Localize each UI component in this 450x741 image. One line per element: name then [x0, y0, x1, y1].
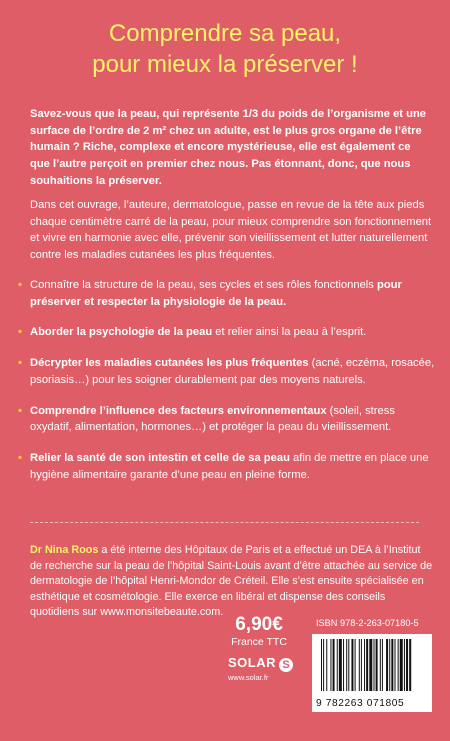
barcode-bar	[400, 639, 403, 691]
feature-bold: Relier la santé de son intestin et celle de sa peau	[30, 451, 290, 464]
isbn-label: ISBN 978-2-263-07180-5	[316, 618, 419, 628]
feature-bold: Décrypter les maladies cutanées les plus fréquentes	[30, 357, 309, 370]
barcode-bar	[326, 639, 327, 691]
barcode-bar	[406, 639, 408, 691]
headline-line-2: pour mieux la préserver !	[92, 51, 358, 78]
feature-text: afin de mettre en place une hygiène alimentaire garante d’une peau en pleine forme.	[30, 451, 429, 481]
barcode-bar	[361, 639, 362, 691]
barcode-bar	[398, 639, 399, 691]
barcode-bar	[359, 639, 360, 691]
price-block	[228, 614, 290, 648]
headline-line-1: Comprendre sa peau,	[108, 20, 342, 47]
author-name: Dr Nina Roos	[30, 544, 99, 556]
feature-item	[18, 403, 436, 436]
barcode-bars	[321, 639, 423, 691]
barcode-bar	[323, 639, 324, 691]
author-bio-text: a été interne des Hôpitaux de Paris et a effectué un DEA à l’Institut de recherche sur la peau de l’hôpital Saint-Louis avant d’être attachée au service de dermatologie de l’hôpital Henri-Mondor de Créteil. Elle s’est ensuite spécialisée en esthétique et cosmétologie. Elle exerce en libéral et dispense des conseils quotidiens sur www.monsitebeaute.com.	[30, 544, 433, 618]
barcode-bar	[395, 639, 396, 691]
bullet-icon: •	[18, 404, 22, 417]
barcode-bar	[369, 639, 372, 691]
feature-item	[18, 277, 436, 310]
barcode-bar	[333, 639, 335, 691]
publisher-name: SOLAR	[228, 655, 276, 670]
barcode-bar	[380, 639, 381, 691]
publisher-logo	[228, 654, 308, 682]
barcode-number: 9 782263 071805	[316, 698, 405, 709]
barcode-bar	[366, 639, 368, 691]
headline	[0, 18, 450, 80]
feature-text: et relier ainsi la peau à l’esprit.	[212, 326, 367, 339]
feature-item	[18, 450, 436, 483]
feature-bold: Comprendre l’influence des facteurs environnementaux	[30, 404, 327, 417]
barcode-bar	[337, 639, 338, 691]
barcode-bar	[339, 639, 342, 691]
barcode-bar	[404, 639, 405, 691]
barcode-bar	[330, 639, 331, 691]
barcode-bar	[374, 639, 375, 691]
barcode-bar	[364, 639, 365, 691]
barcode-bar	[389, 639, 390, 691]
feature-text: (soleil, stress oxydatif, alimentation, hormones…) et protéger la peau du vieillissement.	[30, 404, 395, 434]
barcode-bar	[343, 639, 344, 691]
bullet-icon: •	[18, 279, 22, 291]
intro-paragraph: Savez-vous que la peau, qui représente 1/3 du poids de l’organisme et une surface de l’ordre de 2 m² chez un adulte, est le plus gros organe de l’être humain ? Riche, complexe et encore mystérieuse, elle est également ce que l’autre perçoit en premier chez nous. Pas étonnant, donc, que nous souhaitions la préserver.	[30, 108, 427, 187]
barcode	[312, 634, 432, 712]
barcode-bar	[321, 639, 322, 691]
barcode-bar	[351, 639, 353, 691]
feature-text: Connaître la structure de la peau, ses cycles et ses rôles fonctionnels	[30, 279, 377, 291]
feature-item	[18, 324, 436, 341]
barcode-bar	[382, 639, 383, 691]
publisher-url: www.solar.fr	[228, 673, 269, 682]
feature-text: (acné, eczéma, rosacée, psoriasis…) pour les soigner durablement par des moyens naturels.	[30, 357, 435, 386]
barcode-bar	[346, 639, 347, 691]
barcode-bar	[355, 639, 356, 691]
bullet-icon: •	[18, 451, 22, 464]
price-tax-label: France TTC	[231, 636, 287, 648]
barcode-bar	[386, 639, 388, 691]
feature-bold-tail: pour préserver et respecter la physiologie de la peau.	[30, 279, 402, 308]
barcode-bar	[348, 639, 349, 691]
author-bio	[30, 543, 434, 621]
solar-s-icon: S	[279, 658, 293, 672]
feature-list	[18, 277, 436, 497]
feature-item	[18, 355, 436, 388]
barcode-bar	[409, 639, 411, 691]
dashed-divider	[30, 522, 419, 523]
feature-bold: Aborder la psychologie de la peau	[30, 326, 213, 339]
price-amount: 6,90€	[235, 614, 283, 635]
description-paragraph: Dans cet ouvrage, l’auteure, dermatologue, passe en revue de la tête aux pieds chaque centimètre carré de la peau, pour mieux comprendre son fonctionnement et vivre en harmonie avec elle, prévenir son vieillissement et lutter naturellement contre les maladies cutanées les plus fréquentes.	[30, 199, 432, 262]
bullet-icon: •	[18, 326, 22, 339]
barcode-bar	[376, 639, 378, 691]
bullet-icon: •	[18, 357, 22, 370]
barcode-bar	[391, 639, 393, 691]
